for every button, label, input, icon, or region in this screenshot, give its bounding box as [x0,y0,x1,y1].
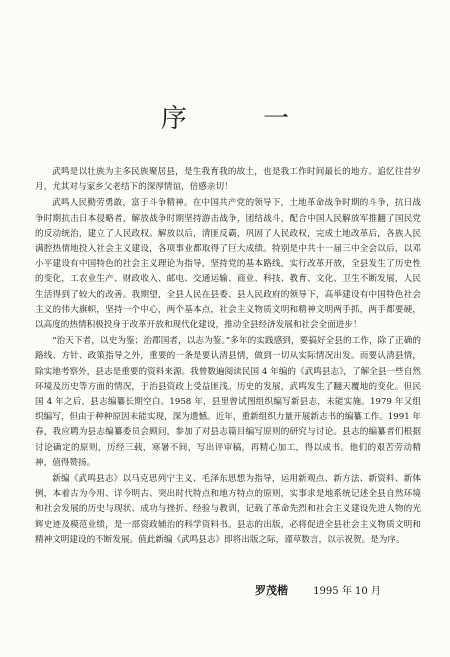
preface-title: 序 一 [160,104,324,134]
paragraph: 武鸣是以壮族为主多民族聚居县，是生我育我的故土，也是我工作时间最长的地方。追忆往昔岁月，尤其对与家乡父老结下的深厚情谊，倍感亲切！ [35,167,421,193]
signature-block [255,582,381,598]
paragraph: “治天下者，以史为鉴；治郡国者，以志为鉴。”多年的实践感到，要搞好全县的工作，除了正确的路线、方针、政策指导之外，重要的一条是要认清县情，做到一切从实际情况出发。而要认清县情，除实地考察外，县志是重要的资料来源。我曾数遍阅读民国 4 年编的《武鸣县志》，了解全县一些自然环境及历史等方面的情况，于治县资政上受益匪浅。历史的发展，武鸣发生了翻天覆地的变化。但民国 4 年之后，县志编纂长期空白。1958 年，县里曾试图组织编写新县志，未能实施。1979 年又组织编写，但由于种种原因未能实现，深为遗憾。近年，重新组织力量开展新志书的编纂工作。1991 年春，我应聘为县志编纂委员会顾问，参加了对县志篇目编写原则的研究与讨论。县志的编纂者们根据讨论确定的原则，历经三载，寒暑不间，写出评审稿，再精心加工，得以成书。他们的艰苦劳动精神，值得赞扬。 [35,336,421,468]
author-name: 罗茂楷 [255,584,288,597]
paragraph: 武鸣人民勤劳勇敢，富于斗争精神。在中国共产党的领导下，土地革命战争时期的斗争，抗日战争时期抗击日本侵略者，解放战争时期坚持游击战争，团结战斗，配合中国人民解放军推翻了国民党的反动统治，建立了人民政权。解放以后，清匪反霸，巩固了人民政权，完成土地改革后，各族人民满腔热情地投入社会主义建设，各项事业都取得了巨大成绩。特别是中共十一届三中全会以后，以邓小平建设有中国特色的社会主义理论为指导，坚持党的基本路线，实行改革开放，全县发生了历史性的变化，工农业生产、财政收入、邮电、交通运输、商业、科技、教育、文化、卫生不断发展，人民生活得到了较大的改善。我期望，全县人民在县委、县人民政府的领导下，高举建设有中国特色社会主义的伟大旗帜，坚持一个中心，两个基本点，社会主义物质文明和精神文明两手抓，两手都要硬，以高度的热情积极投身于改革开放和现代化建设，推动全县经济发展和社会全面进步！ [35,198,421,331]
paragraph: 新编《武鸣县志》以马克思列宁主义、毛泽东思想为指导，运用新观点、新方法、新资料、新体例，本着古为今用、详今明古、突出时代特点和地方特点的原则，实事求是地系统记述全县自然环境和社会发展的历史与现状、成功与挫折、经验与教训，记载了革命先烈和社会主义建设先进人物的光辉史迹及模范业绩，是一部资政辅治的科学资料书。县志的出版，必将促进全县社会主义物质文明和精神文明建设的不断发展。值此新编《武鸣县志》即将出版之际，谨草数言，以示祝贺。是为序。 [35,474,421,545]
signature-date: 1995 年 10 月 [313,586,381,597]
preface-body [35,165,421,549]
